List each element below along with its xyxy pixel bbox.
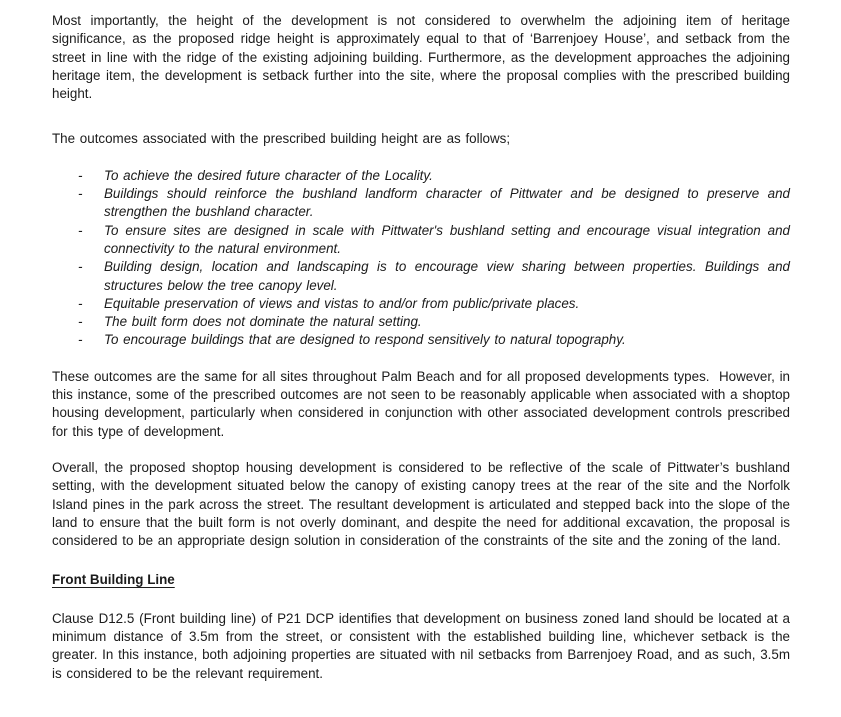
- dash-bullet-marker: -: [78, 295, 83, 311]
- list-item: [52, 313, 790, 331]
- list-item: [52, 222, 790, 259]
- dash-bullet-marker: -: [78, 167, 83, 183]
- dash-bullet-marker: -: [78, 332, 83, 348]
- dash-bullet-marker: -: [78, 314, 83, 330]
- paragraph-height-assessment: Most importantly, the height of the development is not considered to overwhelm the adjoining item of heritage significance, as the proposed ridge height is approximately equal to that of ‘Barrenjoey House’, and setback from the street in line with the ridge of the existing adjoining building. Furthermore, as the development approaches the adjoining heritage item, the development is setback further into the site, where the proposal complies with the prescribed building height.: [52, 13, 790, 102]
- paragraph-outcomes-applicability: These outcomes are the same for all sites throughout Palm Beach and for all proposed developments types. However, in this instance, some of the prescribed outcomes are not seen to be reasonably applicable when associated with a shoptop housing development, particularly when considered in conjunction with other associated development controls prescribed for this type of development.: [52, 368, 790, 439]
- list-item: [52, 295, 790, 313]
- list-item: [52, 331, 790, 349]
- list-item-text: To achieve the desired future character of the Locality.: [104, 167, 433, 183]
- dash-bullet-marker: -: [78, 222, 83, 238]
- paragraph-overall-conclusion: Overall, the proposed shoptop housing development is considered to be reflective of the scale of Pittwater’s bushland setting, with the development situated below the canopy of existing canopy trees at the rear of the site and the Norfolk Island pines in the park across the street. The resultant development is articulated and stepped back into the slope of the land to ensure that the built form is not overly dominant, and despite the need for additional excavation, the proposal is considered to be an appropriate design solution in consideration of the constraints of the site and the zoning of the land.: [52, 459, 790, 549]
- list-item: [52, 185, 790, 222]
- list-item-text: To ensure sites are designed in scale with Pittwater's bushland setting and encourage visual integration and connectivity to the natural environment.: [104, 222, 790, 256]
- list-item-text: Equitable preservation of views and vistas to and/or from public/private places.: [104, 295, 580, 311]
- dash-bullet-marker: -: [78, 259, 83, 275]
- outcomes-bullet-list: [52, 167, 790, 350]
- heading-front-building-line: Front Building Line: [52, 572, 175, 588]
- paragraph-front-building-line-clause: Clause D12.5 (Front building line) of P21 DCP identifies that development on business zoned land should be located at a minimum distance of 3.5m from the street, or consistent with the established building line, whichever setback is the greater. In this instance, both adjoining properties are situated with nil setbacks from Barrenjoey Road, and as such, 3.5m is considered to be the relevant requirement.: [52, 610, 790, 681]
- list-item: [52, 258, 790, 295]
- list-item-text: The built form does not dominate the natural setting.: [104, 314, 422, 330]
- list-item-text: To encourage buildings that are designed to respond sensitively to natural topography.: [104, 332, 626, 348]
- paragraph-outcomes-intro: The outcomes associated with the prescribed building height are as follows;: [52, 131, 511, 147]
- list-item-text: Buildings should reinforce the bushland landform character of Pittwater and be designed to preserve and strengthen the bushland character.: [104, 186, 790, 220]
- list-item-text: Building design, location and landscaping is to encourage view sharing between properties. Buildings and structures below the tree canopy level.: [104, 259, 790, 293]
- dash-bullet-marker: -: [78, 186, 83, 202]
- list-item: [52, 167, 790, 185]
